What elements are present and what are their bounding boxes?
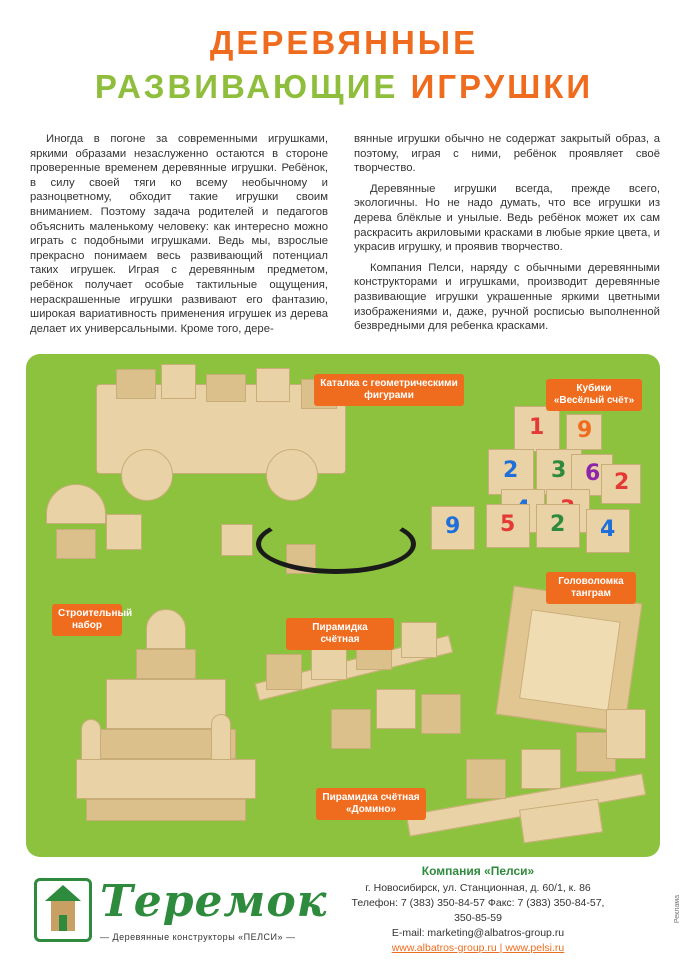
label-katalka: Каталка с геометрическими фигурами (314, 374, 464, 406)
label-domino-name: «Домино» (345, 804, 397, 815)
label-golovolomka: Головоломка танграм (546, 572, 636, 604)
article-paragraph: Иногда в погоне за современными игрушками, яркими образами незаслуженно остаются в стороне проверенные временем деревянные игрушки. Ребёнок, в силу своей тяги ко всему необычному и разноцветному, обходит такие игрушки своим вниманием. Поэтому задача родителей и педагогов объяснить маленькому человеку: как интересно можно играть с подобными игрушками. Ведь мы, взрослые прекрасно понимаем весь развивающий потенциал таких игрушек. Играя с деревянным предметом, ребёнок получает особые тактильные ощущения, нераскрашенные игрушки развивают его фантазию, широкая вариативность применения игрушек из дерева делает их универсальными. Кроме того, дере- (30, 133, 328, 335)
company-links[interactable]: www.albatros-group.ru | www.pelsi.ru (391, 942, 565, 954)
article-paragraph: вянные игрушки обычно не содержат закрытый образ, а поэтому, играя с ними, ребёнок проявляет своё творчество. (354, 133, 660, 175)
article-column-right (354, 132, 660, 340)
page-title-line2 (0, 68, 688, 106)
article-paragraph: Деревянные игрушки всегда, прежде всего, экологичны. Но не надо думать, что все игрушки из дерева блёклые и унылые. Ведь ребёнок может их сам раскрасить акриловыми красками в любые яркие цвета, и украсив игрушку, и проявив творчество. (354, 182, 660, 254)
label-kubiki (546, 379, 642, 411)
label-domino-title: Пирамидка счётная (322, 792, 420, 803)
ad-mark: Реклама (674, 895, 681, 924)
title-word-green: РАЗВИВАЮЩИЕ (94, 68, 399, 105)
brand-subtitle: — Деревянные конструкторы «ПЕЛСИ» — (100, 932, 296, 942)
label-stroitelny: Строительный набор (52, 604, 122, 636)
page-title-line1: ДЕРЕВЯННЫЕ (209, 24, 479, 61)
company-name: Компания «Пелси» (421, 864, 535, 878)
label-piramidka: Пирамидка счётная (286, 618, 394, 650)
article-paragraph: Компания Пелси, наряду с обычными деревянными конструкторами и игрушками, производит деревянные развивающие игрушки украшенные яркими цветными изображениями и, даже, ручной росписью выполненной безвредными для ребенка красками. (354, 261, 660, 333)
title-word-orange: ИГРУШКИ (410, 68, 594, 105)
label-domino (316, 788, 426, 820)
label-kubiki-title: Кубики (576, 383, 612, 394)
article-column-left (30, 132, 328, 342)
company-email[interactable]: E-mail: marketing@albatros-group.ru (391, 927, 565, 939)
tower-logo-icon (34, 878, 92, 942)
company-address: г. Новосибирск, ул. Станционная, д. 60/1, к. 86 (365, 882, 591, 894)
contact-block (348, 864, 608, 956)
brand-logo: Теремок (100, 876, 328, 927)
company-phones: Телефон: 7 (383) 350-84-57 Факс: 7 (383) 350-84-57, 350-85-59 (351, 897, 605, 924)
footer (0, 858, 688, 963)
label-kubiki-name: «Весёлый счёт» (553, 395, 635, 406)
products-panel: Каталка с геометрическими фигурами 1 2 3 6 9 5 2 4 2 9 Кубики «Весёлый счёт» Головоломка танграм Строительный набор Пирамидка счётная Пирамидка счётная «Домино» (26, 354, 660, 857)
